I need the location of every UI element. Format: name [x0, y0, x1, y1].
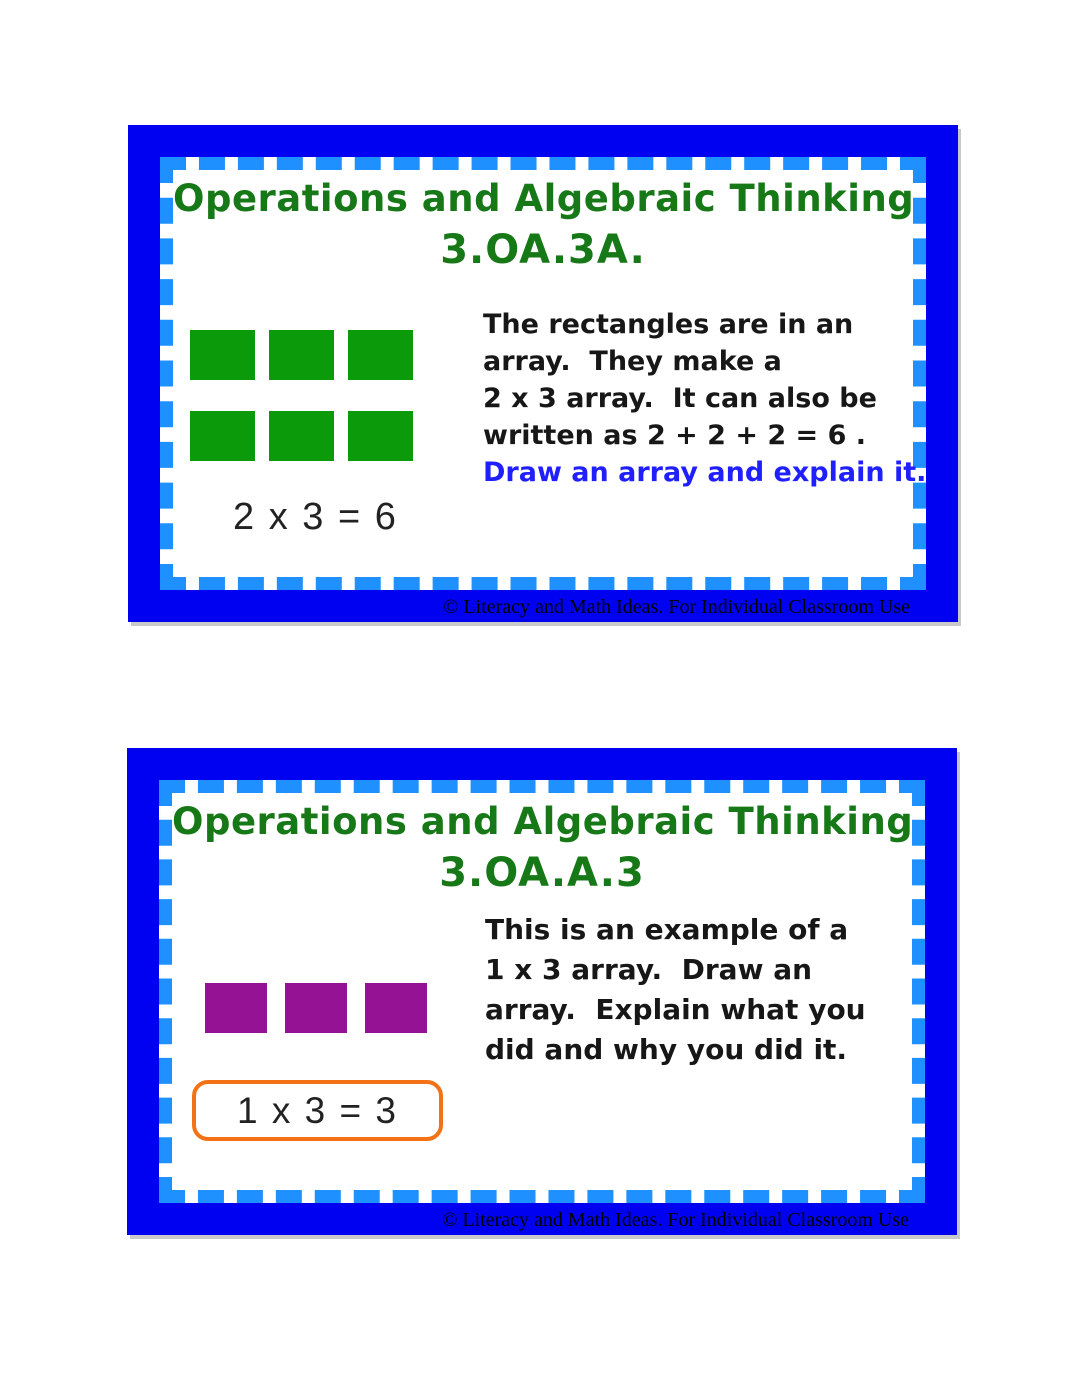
- body-line: 2 x 3 array. It can also be: [483, 383, 877, 414]
- copyright-text: © Literacy and Math Ideas. For Individual Classroom Use: [443, 596, 910, 618]
- copyright-text: © Literacy and Math Ideas. For Individual Classroom Use: [442, 1209, 909, 1231]
- card-inner-panel: [160, 157, 926, 590]
- body-line: 1 x 3 array. Draw an: [485, 953, 813, 986]
- array-cell: [348, 330, 413, 380]
- body-line: written as 2 + 2 + 2 = 6 .: [483, 420, 867, 451]
- card-standard-code: 3.OA.A.3: [439, 850, 645, 896]
- body-line: array. Explain what you: [485, 993, 866, 1026]
- array-1x3-purple: [205, 983, 427, 1033]
- body-line: array. They make a: [483, 346, 782, 377]
- task-card-3oaa3: [127, 748, 957, 1235]
- body-line: This is an example of a: [485, 913, 849, 946]
- array-cell: [190, 330, 255, 380]
- array-cell: [190, 411, 255, 461]
- card-body-text: [485, 910, 866, 1070]
- array-cell: [269, 411, 334, 461]
- array-2x3-green: [190, 330, 413, 461]
- array-cell: [269, 330, 334, 380]
- array-cell: [285, 983, 347, 1033]
- card-inner-panel: [159, 780, 925, 1203]
- card-title: Operations and Algebraic Thinking: [173, 177, 915, 220]
- array-cell: [365, 983, 427, 1033]
- instruction-line: Draw an array and explain it.: [483, 457, 927, 488]
- body-line: The rectangles are in an: [483, 309, 854, 340]
- equation-text: 2 x 3 = 6: [233, 496, 398, 538]
- array-cell: [348, 411, 413, 461]
- body-line: did and why you did it.: [485, 1033, 848, 1066]
- card-standard-code: 3.OA.3A.: [440, 227, 646, 273]
- card-body-text: [483, 306, 926, 491]
- array-cell: [205, 983, 267, 1033]
- equation-box: [192, 1080, 443, 1141]
- task-card-3oa3a: [128, 125, 958, 622]
- card-title: Operations and Algebraic Thinking: [172, 800, 914, 843]
- equation-text: 1 x 3 = 3: [237, 1089, 398, 1131]
